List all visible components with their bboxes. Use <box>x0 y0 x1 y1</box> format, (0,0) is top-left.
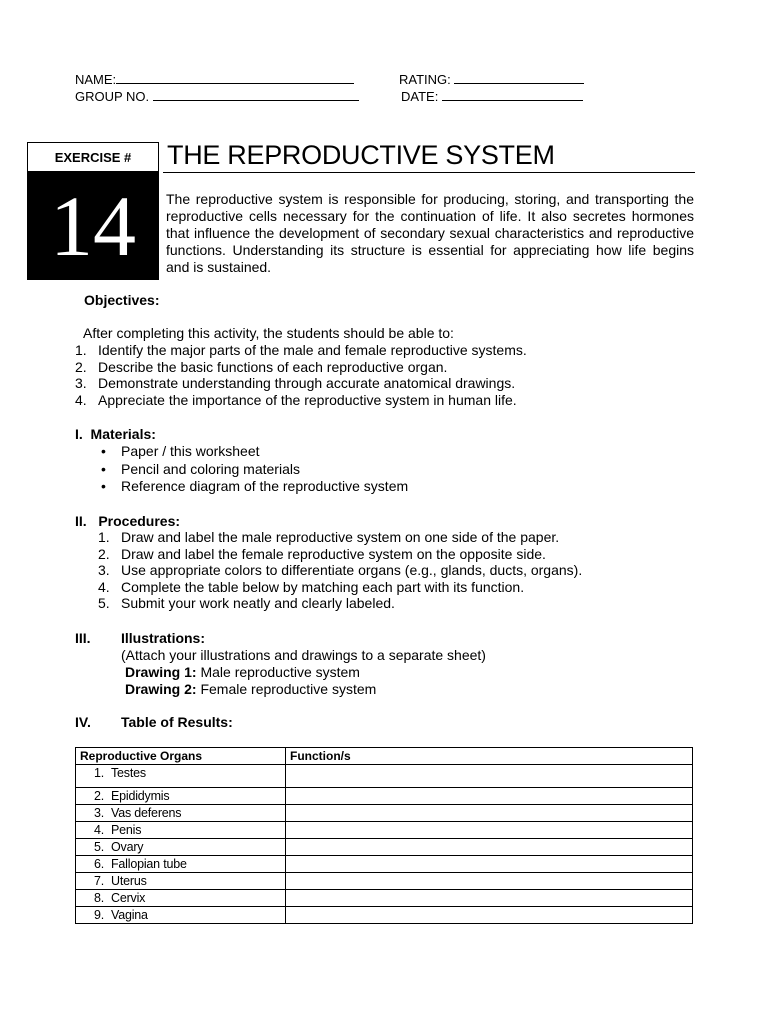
objectives-heading: Objectives: <box>84 292 160 308</box>
list-item: 2. Draw and label the female reproductive system on the opposite side. <box>98 545 546 562</box>
exercise-number: 14 <box>27 171 159 280</box>
table-header-row <box>76 748 693 765</box>
exercise-label: EXERCISE # <box>27 142 159 171</box>
page-title: THE REPRODUCTIVE SYSTEM <box>167 140 555 170</box>
table-row: 3. Vas deferens <box>76 805 693 822</box>
materials-heading: I. Materials: <box>75 426 156 442</box>
group-line[interactable] <box>153 89 359 101</box>
function-cell[interactable] <box>286 907 693 924</box>
table-heading: Table of Results: <box>121 714 233 730</box>
table-row: 2. Epididymis <box>76 788 693 805</box>
table-row: 5. Ovary <box>76 839 693 856</box>
list-item: • Pencil and coloring materials <box>97 461 408 479</box>
function-cell[interactable] <box>286 805 693 822</box>
list-item: 4. Appreciate the importance of the reproductive system in human life. <box>75 391 517 408</box>
table-row: 8. Cervix <box>76 890 693 907</box>
table-row: 4. Penis <box>76 822 693 839</box>
illustrations-roman: III. <box>75 630 91 646</box>
table-roman: IV. <box>75 714 91 730</box>
function-cell[interactable] <box>286 788 693 805</box>
procedures-list <box>98 529 582 612</box>
illustrations-heading: Illustrations: <box>121 630 206 646</box>
rating-field[interactable] <box>399 72 584 88</box>
function-cell[interactable] <box>286 822 693 839</box>
date-label: DATE: <box>401 89 439 104</box>
table-row: 1. Testes <box>76 765 693 788</box>
list-item: 3. Use appropriate colors to differentiate organs (e.g., glands, ducts, organs). <box>98 562 583 579</box>
list-item: 1. Draw and label the male reproductive system on one side of the paper. <box>98 529 560 545</box>
name-field[interactable] <box>75 72 354 88</box>
col-organs-header: Reproductive Organs <box>76 748 286 765</box>
function-cell[interactable] <box>286 839 693 856</box>
drawing-2-line: Drawing 2: Female reproductive system <box>125 681 377 697</box>
list-item: 4. Complete the table below by matching each part with its function. <box>98 578 525 595</box>
list-item: 5. Submit your work neatly and clearly labeled. <box>98 595 395 612</box>
results-table <box>75 747 693 924</box>
rating-label: RATING: <box>399 72 451 87</box>
table-row: 6. Fallopian tube <box>76 856 693 873</box>
name-line[interactable] <box>116 72 354 84</box>
materials-list <box>97 443 408 496</box>
table-row: 9. Vagina <box>76 907 693 924</box>
name-label: NAME: <box>75 72 117 87</box>
group-field[interactable] <box>75 89 359 105</box>
list-item: 1. Identify the major parts of the male and female reproductive systems. <box>75 342 527 358</box>
function-cell[interactable] <box>286 856 693 873</box>
group-label: GROUP NO. <box>75 89 150 104</box>
list-item: • Reference diagram of the reproductive system <box>97 478 408 496</box>
list-item: 3. Demonstrate understanding through accurate anatomical drawings. <box>75 375 516 392</box>
table-row: 7. Uterus <box>76 873 693 890</box>
objectives-list <box>75 342 527 408</box>
objectives-lead: After completing this activity, the students should be able to: <box>83 325 454 341</box>
function-cell[interactable] <box>286 765 693 788</box>
function-cell[interactable] <box>286 873 693 890</box>
rating-line[interactable] <box>454 72 584 84</box>
date-field[interactable] <box>401 89 583 105</box>
illustrations-note: (Attach your illustrations and drawings to a separate sheet) <box>121 647 486 663</box>
col-functions-header: Function/s <box>286 748 693 765</box>
list-item: 2. Describe the basic functions of each reproductive organ. <box>75 358 448 375</box>
function-cell[interactable] <box>286 890 693 907</box>
date-line[interactable] <box>442 89 583 101</box>
drawing-1-line: Drawing 1: Male reproductive system <box>125 664 360 680</box>
list-item: • Paper / this worksheet <box>97 443 408 461</box>
title-divider <box>163 172 695 173</box>
procedures-heading: II. Procedures: <box>75 513 181 529</box>
intro-paragraph: The reproductive system is responsible for producing, storing, and transporting the reproductive cells necessary for the continuation of life. It also secretes hormones that influence the development of secondary sexual characteristics and reproductive functions. Understanding its structure is essential for appreciating how life begins and is sustained. <box>166 191 694 275</box>
